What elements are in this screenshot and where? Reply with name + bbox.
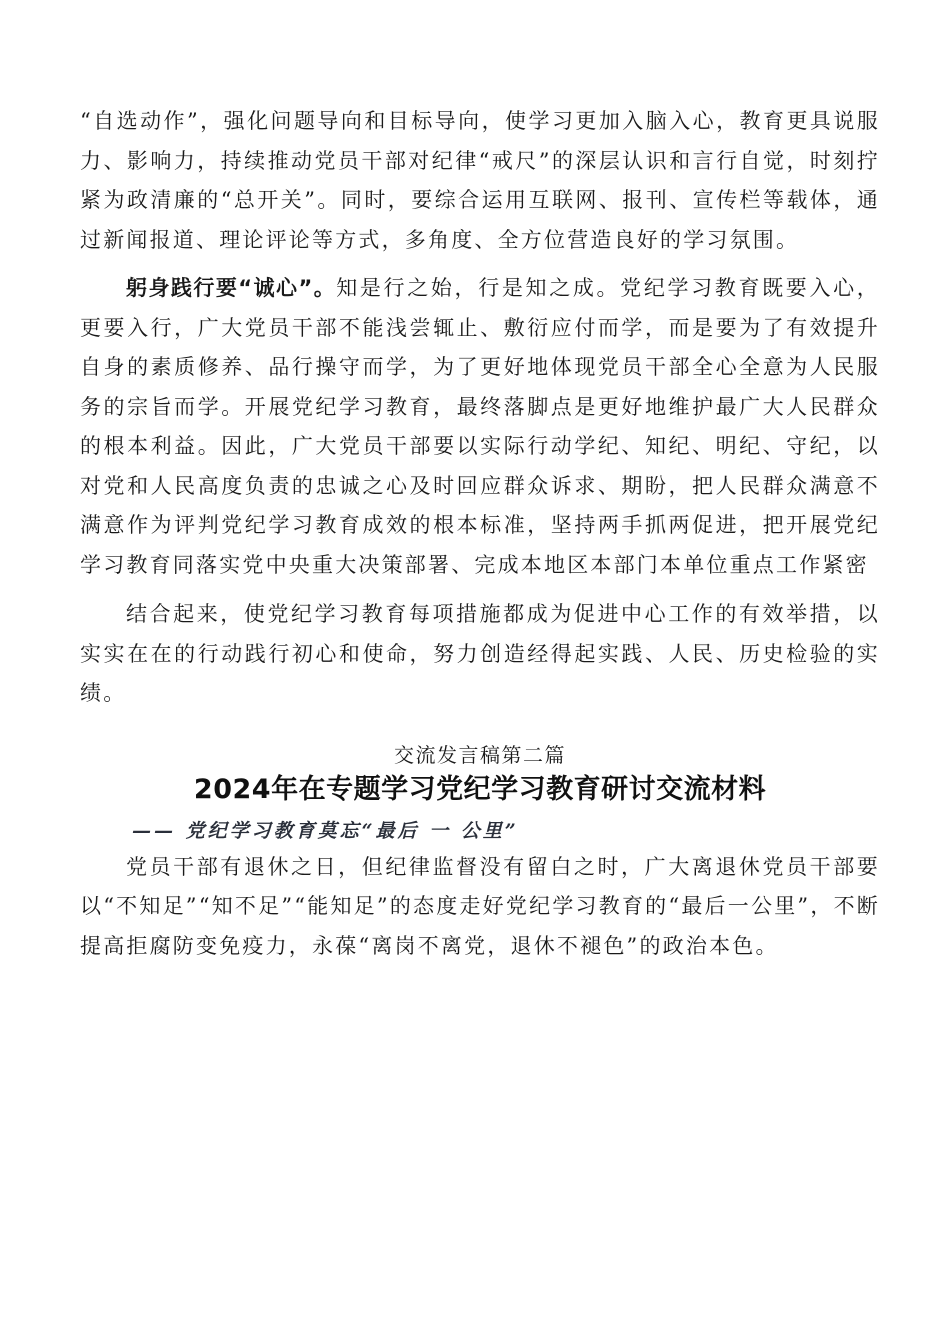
paragraph-2-lead: 躬身践行要“诚心”。 — [126, 276, 337, 300]
paragraph-2 — [80, 269, 880, 585]
paragraph-2-body: 知是行之始，行是知之成。党纪学习教育既要入心，更要入行，广大党员干部不能浅尝辄止、敷衍应付而学，而是要为了有效提升自身的素质修养、品行操守而学，为了更好地体现党员干部全心全意为人民服务的宗旨而学。开展党纪学习教育，最终落脚点是更好地维护最广大人民群众的根本利益。因此，广大党员干部要以实际行动学纪、知纪、明纪、守纪，以对党和人民高度负责的忠诚之心及时回应群众诉求、期盼，把人民群众满意不满意作为评判党纪学习教育成效的根本标准，坚持两手抓两促进，把开展党纪学习教育同落实党中央重大决策部署、完成本地区本部门本单位重点工作紧密 — [80, 276, 880, 577]
document-page — [80, 102, 880, 966]
paragraph-4: 党员干部有退休之日，但纪律监督没有留白之时，广大离退休党员干部要以“不知足”“知不足”“能知足”的态度走好党纪学习教育的“最后一公里”，不断提高拒腐防变免疫力，永葆“离岗不离党，退休不褪色”的政治本色。 — [80, 854, 880, 958]
section-title: 2024年在专题学习党纪学习教育研讨交流材料 — [193, 773, 767, 805]
paragraph-1: “自选动作”，强化问题导向和目标导向，使学习更加入脑入心，教育更具说服力、影响力，持续推动党员干部对纪律“戒尺”的深层认识和言行自觉，时刻拧紧为政清廉的“总开关”。同时，要综合运用互联网、报刊、宣传栏等载体，通过新闻报道、理论评论等方式，多角度、全方位营造良好的学习氛围。 — [80, 109, 880, 252]
section-tagline: —— 党纪学习教育莫忘“最后 一 公里” — [132, 819, 519, 842]
section-subtitle: 交流发言稿第二篇 — [394, 742, 566, 767]
paragraph-3: 结合起来，使党纪学习教育每项措施都成为促进中心工作的有效举措，以实实在在的行动践行初心和使命，努力创造经得起实践、人民、历史检验的实绩。 — [80, 602, 880, 705]
